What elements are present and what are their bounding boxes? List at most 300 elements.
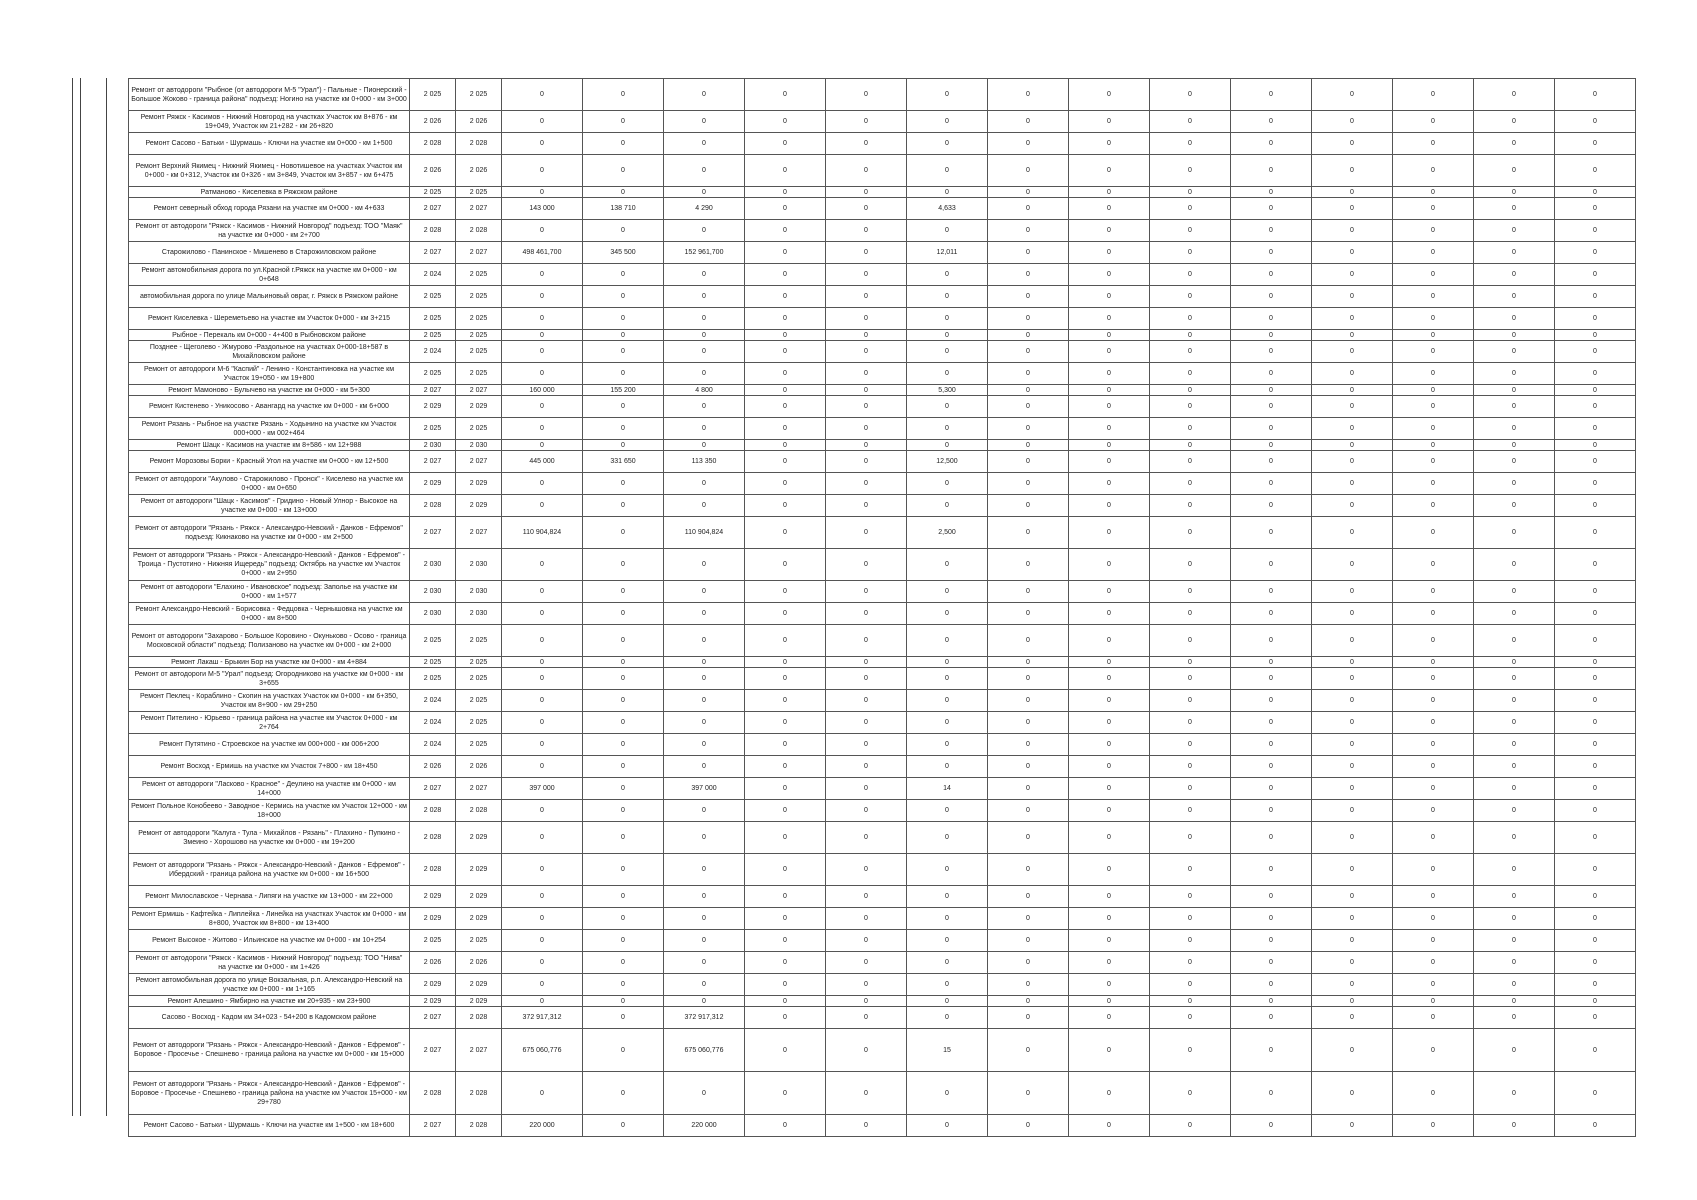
start-year-cell: 2 027 (410, 1007, 456, 1029)
value-cell: 0 (907, 1007, 988, 1029)
value-cell: 0 (1393, 220, 1474, 242)
start-year-cell: 2 025 (410, 187, 456, 198)
value-cell: 0 (1231, 473, 1312, 495)
value-cell: 0 (1231, 778, 1312, 800)
value-cell: 0 (502, 756, 583, 778)
value-cell: 0 (583, 1072, 664, 1115)
value-cell: 0 (502, 396, 583, 418)
value-cell: 0 (664, 657, 745, 668)
value-cell: 0 (1312, 822, 1393, 854)
value-cell: 0 (502, 133, 583, 155)
value-cell: 0 (1231, 440, 1312, 451)
value-cell: 0 (1069, 657, 1150, 668)
value-cell: 0 (664, 581, 745, 603)
end-year-cell: 2 027 (456, 778, 502, 800)
value-cell: 0 (745, 418, 826, 440)
start-year-cell: 2 030 (410, 603, 456, 625)
start-year-cell: 2 024 (410, 734, 456, 756)
value-cell: 4 800 (664, 385, 745, 396)
value-cell: 0 (664, 155, 745, 187)
value-cell: 0 (502, 363, 583, 385)
value-cell: 0 (583, 341, 664, 363)
value-cell: 0 (745, 930, 826, 952)
value-cell: 0 (1312, 756, 1393, 778)
value-cell: 0 (583, 473, 664, 495)
value-cell: 0 (1069, 1072, 1150, 1115)
value-cell: 0 (1231, 198, 1312, 220)
end-year-cell: 2 027 (456, 451, 502, 473)
value-cell: 0 (1393, 264, 1474, 286)
value-cell: 0 (745, 198, 826, 220)
value-cell: 372 917,312 (664, 1007, 745, 1029)
value-cell: 0 (1312, 79, 1393, 111)
value-cell: 0 (664, 440, 745, 451)
value-cell: 0 (826, 974, 907, 996)
value-cell: 0 (1393, 1007, 1474, 1029)
value-cell: 0 (1312, 657, 1393, 668)
value-cell: 0 (745, 242, 826, 264)
start-year-cell: 2 029 (410, 996, 456, 1007)
value-cell: 0 (745, 1115, 826, 1137)
value-cell: 0 (1150, 854, 1231, 886)
value-cell: 0 (1069, 495, 1150, 517)
value-cell: 0 (1474, 657, 1555, 668)
value-cell: 0 (502, 734, 583, 756)
value-cell: 0 (664, 800, 745, 822)
value-cell: 220 000 (502, 1115, 583, 1137)
value-cell: 0 (1474, 111, 1555, 133)
value-cell: 397 000 (664, 778, 745, 800)
end-year-cell: 2 030 (456, 581, 502, 603)
value-cell: 0 (1231, 581, 1312, 603)
data-table-sheet (128, 78, 1636, 1137)
start-year-cell: 2 026 (410, 155, 456, 187)
value-cell: 0 (1312, 133, 1393, 155)
value-cell: 0 (1069, 690, 1150, 712)
value-cell: 0 (664, 690, 745, 712)
value-cell: 0 (583, 133, 664, 155)
value-cell: 0 (988, 187, 1069, 198)
value-cell: 0 (1231, 264, 1312, 286)
value-cell: 0 (826, 451, 907, 473)
value-cell: 0 (826, 657, 907, 668)
value-cell: 0 (1150, 1115, 1231, 1137)
end-year-cell: 2 025 (456, 712, 502, 734)
value-cell: 4 290 (664, 198, 745, 220)
value-cell: 0 (1474, 440, 1555, 451)
value-cell: 0 (502, 220, 583, 242)
value-cell: 0 (988, 908, 1069, 930)
value-cell: 0 (826, 396, 907, 418)
value-cell: 0 (826, 822, 907, 854)
value-cell: 0 (826, 473, 907, 495)
value-cell: 345 500 (583, 242, 664, 264)
value-cell: 14 (907, 778, 988, 800)
value-cell: 0 (745, 886, 826, 908)
value-cell: 0 (1231, 451, 1312, 473)
value-cell: 0 (907, 734, 988, 756)
value-cell: 0 (583, 495, 664, 517)
start-year-cell: 2 027 (410, 242, 456, 264)
table-row (129, 517, 1636, 549)
value-cell: 0 (1312, 800, 1393, 822)
table-row (129, 418, 1636, 440)
value-cell: 0 (1393, 996, 1474, 1007)
value-cell: 0 (502, 581, 583, 603)
object-name-cell: Ремонт Рязань - Рыбное на участке Рязань - Ходынино на участке км Участок 000+000 - км 002+464 (129, 418, 410, 440)
value-cell: 0 (1555, 451, 1636, 473)
value-cell: 0 (1231, 187, 1312, 198)
object-name-cell: Ремонт Сасово - Батьки - Шурмашь - Ключи на участке км 0+000 - км 1+500 (129, 133, 410, 155)
value-cell: 0 (583, 1115, 664, 1137)
object-name-cell: Ремонт Лакаш - Брыкин Бор на участке км 0+000 - км 4+884 (129, 657, 410, 668)
value-cell: 0 (907, 996, 988, 1007)
value-cell: 0 (1393, 800, 1474, 822)
value-cell: 0 (1312, 385, 1393, 396)
value-cell: 0 (745, 668, 826, 690)
value-cell: 0 (1393, 822, 1474, 854)
value-cell: 0 (583, 974, 664, 996)
value-cell: 0 (826, 495, 907, 517)
value-cell: 0 (745, 712, 826, 734)
value-cell: 0 (583, 330, 664, 341)
start-year-cell: 2 030 (410, 549, 456, 581)
value-cell: 0 (745, 1072, 826, 1115)
value-cell: 0 (1474, 473, 1555, 495)
value-cell: 0 (1069, 952, 1150, 974)
value-cell: 0 (1312, 854, 1393, 886)
value-cell: 110 904,824 (502, 517, 583, 549)
value-cell: 0 (1150, 712, 1231, 734)
value-cell: 0 (988, 79, 1069, 111)
value-cell: 0 (745, 603, 826, 625)
value-cell: 0 (664, 734, 745, 756)
object-name-cell: Ремонт Киселевка - Шереметьево на участке км Участок 0+000 - км 3+215 (129, 308, 410, 330)
value-cell: 0 (1150, 1007, 1231, 1029)
value-cell: 0 (1231, 756, 1312, 778)
value-cell: 0 (988, 974, 1069, 996)
end-year-cell: 2 025 (456, 930, 502, 952)
value-cell: 0 (1069, 330, 1150, 341)
value-cell: 0 (664, 996, 745, 1007)
value-cell: 0 (1231, 886, 1312, 908)
value-cell: 0 (1393, 1072, 1474, 1115)
object-name-cell: Ремонт Милославское - Чернава - Липяги на участке км 13+000 - км 22+000 (129, 886, 410, 908)
value-cell: 0 (1393, 451, 1474, 473)
value-cell: 0 (1069, 1115, 1150, 1137)
object-name-cell: Ремонт Верхний Якимец - Нижний Якимец - Новотишевое на участках Участок км 0+000 - км 0+312, Участок км 0+326 - км 3+849, Участок км 3+857 - км 6+475 (129, 155, 410, 187)
end-year-cell: 2 025 (456, 286, 502, 308)
value-cell: 0 (1393, 133, 1474, 155)
value-cell: 331 650 (583, 451, 664, 473)
value-cell: 0 (988, 734, 1069, 756)
value-cell: 15 (907, 1029, 988, 1072)
value-cell: 0 (826, 690, 907, 712)
end-year-cell: 2 028 (456, 800, 502, 822)
object-name-cell: Ратманово - Киселевка в Ряжском районе (129, 187, 410, 198)
value-cell: 0 (583, 930, 664, 952)
value-cell: 0 (583, 996, 664, 1007)
value-cell: 0 (826, 341, 907, 363)
end-year-cell: 2 027 (456, 242, 502, 264)
value-cell: 0 (1555, 1029, 1636, 1072)
value-cell: 0 (1069, 286, 1150, 308)
value-cell: 0 (1312, 1072, 1393, 1115)
value-cell: 0 (907, 220, 988, 242)
value-cell: 4,633 (907, 198, 988, 220)
value-cell: 0 (1231, 908, 1312, 930)
value-cell: 0 (664, 133, 745, 155)
value-cell: 0 (988, 418, 1069, 440)
end-year-cell: 2 026 (456, 111, 502, 133)
value-cell: 0 (1150, 778, 1231, 800)
value-cell: 0 (1069, 996, 1150, 1007)
value-cell: 0 (1393, 908, 1474, 930)
value-cell: 0 (1555, 79, 1636, 111)
value-cell: 0 (1474, 800, 1555, 822)
value-cell: 0 (1231, 242, 1312, 264)
end-year-cell: 2 027 (456, 1029, 502, 1072)
value-cell: 0 (745, 734, 826, 756)
value-cell: 0 (1393, 517, 1474, 549)
value-cell: 0 (1150, 451, 1231, 473)
value-cell: 0 (907, 712, 988, 734)
value-cell: 0 (988, 286, 1069, 308)
value-cell: 155 200 (583, 385, 664, 396)
table-row (129, 308, 1636, 330)
value-cell: 0 (826, 581, 907, 603)
value-cell: 0 (907, 187, 988, 198)
value-cell: 0 (1393, 952, 1474, 974)
value-cell: 0 (1555, 996, 1636, 1007)
value-cell: 0 (1231, 1115, 1312, 1137)
value-cell: 0 (1069, 974, 1150, 996)
value-cell: 0 (826, 1115, 907, 1137)
object-name-cell: Ремонт Мамоново - Булычево на участке км 0+000 - км 5+300 (129, 385, 410, 396)
value-cell: 0 (1393, 756, 1474, 778)
table-row (129, 756, 1636, 778)
value-cell: 12,500 (907, 451, 988, 473)
value-cell: 0 (745, 952, 826, 974)
value-cell: 0 (826, 625, 907, 657)
value-cell: 0 (1474, 286, 1555, 308)
value-cell: 0 (988, 690, 1069, 712)
end-year-cell: 2 029 (456, 495, 502, 517)
value-cell: 0 (988, 330, 1069, 341)
value-cell: 0 (1555, 930, 1636, 952)
value-cell: 0 (1231, 396, 1312, 418)
value-cell: 0 (1312, 668, 1393, 690)
value-cell: 0 (1069, 187, 1150, 198)
value-cell: 0 (664, 854, 745, 886)
value-cell: 0 (907, 133, 988, 155)
value-cell: 0 (745, 1029, 826, 1072)
end-year-cell: 2 025 (456, 734, 502, 756)
value-cell: 0 (1150, 220, 1231, 242)
start-year-cell: 2 025 (410, 657, 456, 668)
value-cell: 0 (1474, 603, 1555, 625)
value-cell: 0 (1555, 778, 1636, 800)
table-row (129, 778, 1636, 800)
object-name-cell: Ремонт от автодороги "Шацк - Касимов" - Гридино - Новый Улнор - Высокое на участке км 0+000 - км 13+000 (129, 495, 410, 517)
value-cell: 0 (1393, 690, 1474, 712)
value-cell: 110 904,824 (664, 517, 745, 549)
table-row (129, 625, 1636, 657)
start-year-cell: 2 027 (410, 1115, 456, 1137)
value-cell: 0 (1393, 385, 1474, 396)
value-cell: 0 (583, 396, 664, 418)
start-year-cell: 2 029 (410, 473, 456, 495)
value-cell: 0 (1150, 286, 1231, 308)
value-cell: 0 (1555, 495, 1636, 517)
value-cell: 0 (583, 549, 664, 581)
table-row (129, 603, 1636, 625)
value-cell: 0 (1312, 930, 1393, 952)
value-cell: 0 (664, 495, 745, 517)
value-cell: 0 (1150, 625, 1231, 657)
value-cell: 0 (1474, 778, 1555, 800)
value-cell: 0 (502, 886, 583, 908)
value-cell: 0 (1150, 1072, 1231, 1115)
value-cell: 0 (1555, 440, 1636, 451)
value-cell: 0 (745, 854, 826, 886)
start-year-cell: 2 024 (410, 690, 456, 712)
value-cell: 0 (988, 1115, 1069, 1137)
value-cell: 0 (1312, 495, 1393, 517)
value-cell: 0 (1474, 886, 1555, 908)
value-cell: 0 (907, 111, 988, 133)
value-cell: 0 (907, 549, 988, 581)
value-cell: 0 (583, 734, 664, 756)
value-cell: 0 (988, 451, 1069, 473)
object-name-cell: Ремонт от автодороги "Рязань - Ряжск - Александро-Невский - Данков - Ефремов" - Боровое - Просечье - Спешнево - граница района на участке км Участок 15+000 - км 29+780 (129, 1072, 410, 1115)
value-cell: 0 (1069, 396, 1150, 418)
value-cell: 0 (1150, 756, 1231, 778)
value-cell: 0 (907, 264, 988, 286)
value-cell: 0 (1393, 657, 1474, 668)
start-year-cell: 2 029 (410, 974, 456, 996)
object-name-cell: Ремонт от автодороги М-5 "Урал" подъезд: Огородниково на участке км 0+000 - км 3+655 (129, 668, 410, 690)
value-cell: 0 (502, 952, 583, 974)
value-cell: 0 (1069, 668, 1150, 690)
value-cell: 0 (502, 308, 583, 330)
value-cell: 0 (826, 330, 907, 341)
value-cell: 0 (1393, 581, 1474, 603)
value-cell: 0 (1555, 264, 1636, 286)
table-row (129, 734, 1636, 756)
value-cell: 0 (1150, 668, 1231, 690)
value-cell: 0 (1312, 418, 1393, 440)
value-cell: 0 (502, 930, 583, 952)
value-cell: 0 (1474, 308, 1555, 330)
end-year-cell: 2 026 (456, 756, 502, 778)
value-cell: 0 (1150, 79, 1231, 111)
value-cell: 0 (583, 220, 664, 242)
value-cell: 0 (1231, 286, 1312, 308)
value-cell: 0 (583, 1007, 664, 1029)
value-cell: 0 (1231, 930, 1312, 952)
start-year-cell: 2 024 (410, 264, 456, 286)
value-cell: 0 (1231, 1029, 1312, 1072)
value-cell: 0 (1150, 1029, 1231, 1072)
value-cell: 0 (988, 1029, 1069, 1072)
value-cell: 0 (502, 854, 583, 886)
value-cell: 0 (1150, 264, 1231, 286)
value-cell: 0 (1069, 385, 1150, 396)
value-cell: 0 (583, 79, 664, 111)
value-cell: 0 (1474, 385, 1555, 396)
value-cell: 0 (1474, 418, 1555, 440)
start-year-cell: 2 028 (410, 854, 456, 886)
value-cell: 0 (1312, 451, 1393, 473)
value-cell: 0 (1231, 1007, 1312, 1029)
value-cell: 0 (1555, 155, 1636, 187)
value-cell: 0 (1312, 220, 1393, 242)
value-cell: 0 (1231, 155, 1312, 187)
start-year-cell: 2 024 (410, 341, 456, 363)
value-cell: 0 (1069, 363, 1150, 385)
value-cell: 0 (1231, 330, 1312, 341)
start-year-cell: 2 025 (410, 930, 456, 952)
value-cell: 0 (907, 974, 988, 996)
start-year-cell: 2 027 (410, 1029, 456, 1072)
value-cell: 0 (1474, 822, 1555, 854)
value-cell: 0 (988, 822, 1069, 854)
margin-rule-1 (72, 78, 73, 1116)
object-name-cell: автомобильная дорога по улице Мальиновый овраг, г. Ряжск в Ряжском районе (129, 286, 410, 308)
value-cell: 0 (745, 385, 826, 396)
value-cell: 675 060,776 (502, 1029, 583, 1072)
value-cell: 0 (1069, 625, 1150, 657)
value-cell: 0 (583, 756, 664, 778)
value-cell: 0 (664, 264, 745, 286)
end-year-cell: 2 025 (456, 330, 502, 341)
value-cell: 0 (583, 668, 664, 690)
start-year-cell: 2 029 (410, 908, 456, 930)
value-cell: 0 (988, 341, 1069, 363)
value-cell: 0 (1150, 495, 1231, 517)
value-cell: 0 (988, 111, 1069, 133)
value-cell: 0 (1150, 242, 1231, 264)
value-cell: 0 (1069, 418, 1150, 440)
start-year-cell: 2 028 (410, 1072, 456, 1115)
value-cell: 0 (826, 517, 907, 549)
value-cell: 0 (1312, 264, 1393, 286)
value-cell: 0 (1069, 854, 1150, 886)
value-cell: 0 (1474, 341, 1555, 363)
value-cell: 0 (1231, 690, 1312, 712)
start-year-cell: 2 025 (410, 363, 456, 385)
start-year-cell: 2 028 (410, 220, 456, 242)
value-cell: 0 (1150, 440, 1231, 451)
value-cell: 0 (1231, 385, 1312, 396)
value-cell: 0 (1555, 668, 1636, 690)
table-row (129, 1007, 1636, 1029)
value-cell: 0 (1555, 385, 1636, 396)
value-cell: 0 (1555, 198, 1636, 220)
value-cell: 0 (826, 242, 907, 264)
value-cell: 0 (745, 79, 826, 111)
value-cell: 0 (1150, 517, 1231, 549)
value-cell: 0 (664, 952, 745, 974)
value-cell: 0 (502, 549, 583, 581)
value-cell: 0 (1393, 187, 1474, 198)
value-cell: 0 (1393, 418, 1474, 440)
value-cell: 0 (907, 625, 988, 657)
value-cell: 0 (1312, 908, 1393, 930)
value-cell: 0 (826, 908, 907, 930)
value-cell: 0 (1474, 187, 1555, 198)
